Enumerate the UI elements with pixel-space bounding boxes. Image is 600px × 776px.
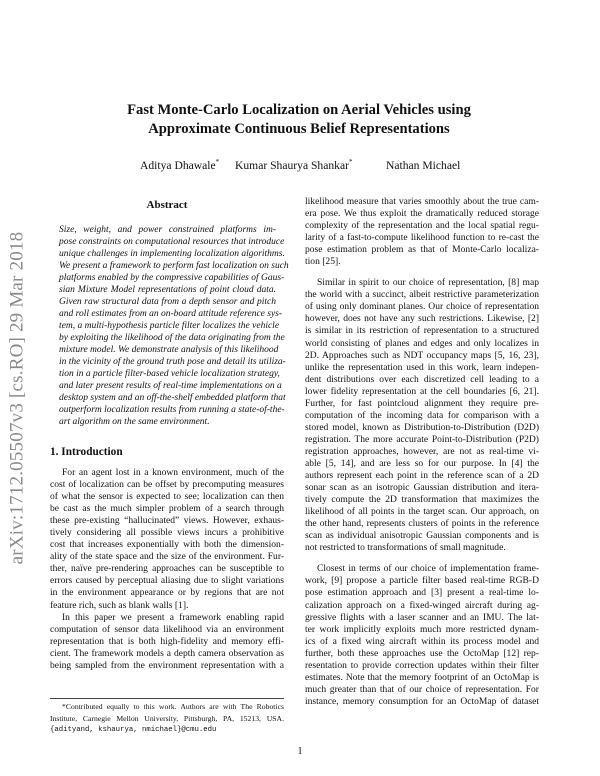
abstract-line: unique challenges in implementing localization algorithms. — [59, 249, 285, 259]
body-line: is similar in its restriction of representation to a structured — [305, 325, 539, 337]
author — [235, 158, 352, 172]
intro-line: errors caused by perceptual aliasing due to slight variations — [50, 575, 284, 587]
body-line: resentation to provide correction updates within their filter — [305, 659, 539, 671]
body-line: 2D. Approaches such as NDT occupancy maps [5, 16, 23], — [305, 349, 539, 361]
abstract-line: Size, weight, and power constrained platforms im- — [59, 225, 276, 235]
abstract-body — [59, 224, 289, 428]
body-line: pose estimation approach and [3] present a real-time lo- — [305, 587, 539, 599]
intro-line: cost that increases exponentially with both the dimension- — [50, 539, 284, 551]
body-line: much greater than that of our choice of representation. For — [305, 683, 539, 695]
introduction-heading: 1. Introduction — [50, 446, 123, 458]
body-line: computation of the incoming data for comparison with a — [305, 409, 539, 421]
body-line: Further, for fast pointcloud alignment they require pre- — [305, 397, 539, 409]
title-line-1: Fast Monte-Carlo Localization on Aerial Vehicles using — [127, 102, 471, 118]
author-list — [0, 158, 600, 174]
body-line: however, does not have any such restrictions. Likewise, [2] — [305, 313, 539, 325]
body-line: stored model, known as Distribution-to-Distribution (D2D) — [305, 421, 539, 433]
abstract-line: pose constraints on computational resources that introduce — [59, 237, 285, 247]
intro-line: cost of localization can be offset by precomputing measures — [50, 479, 284, 491]
footnote-line: Institute, Carnegie Mellon University, Pittsburgh, PA, 15213, USA. — [50, 714, 284, 724]
body-line: estimates. Note that the memory footprint of an OctoMap is — [305, 671, 539, 683]
intro-line: feature rich, such as blank walls [1]. — [50, 599, 189, 611]
abstract-line: desktop system and an off-the-shelf embedded platform that — [59, 393, 286, 403]
body-line: scan as individual anisotropic Gaussian components and is — [305, 530, 539, 542]
paragraph-gap — [305, 268, 539, 277]
intro-line: For an agent lost in a known environment, much of the — [62, 467, 284, 478]
body-line: the other hand, represents clusters of points in the reference — [305, 518, 539, 530]
body-line: tion [25]. — [305, 256, 341, 268]
body-line: work, [9] propose a particle filter based real-time RGB-D — [305, 575, 539, 587]
body-line: larity of a fast-to-compute likelihood function to re-cast the — [305, 232, 539, 244]
arxiv-stamp — [4, 200, 30, 596]
abstract-line: platforms enabled by the compressive capabilities of Gaus- — [59, 273, 285, 283]
body-line: able [5, 14], and are less so for our purpose. In [4] the — [305, 457, 539, 469]
intro-line: ality of the state space and the size of the environment. Fur- — [50, 551, 284, 563]
abstract-line: by exploiting the likelihood of the data originating from the — [59, 333, 285, 343]
author — [386, 158, 460, 172]
body-line: of using only dominant planes. Our choice of representation — [305, 301, 539, 313]
intro-line: In this paper we present a framework enabling rapid — [62, 611, 284, 623]
paragraph-gap — [305, 554, 539, 563]
footnote — [50, 698, 284, 736]
abstract-line: in the vicinity of the ground truth pose and detail its utiliza- — [59, 357, 286, 367]
abstract-line: We present a framework to perform fast localization on such — [59, 261, 289, 271]
body-line: not restricted to transformations of small magnitude. — [305, 542, 506, 554]
abstract-line: outperform localization results from running a state-of-the- — [59, 405, 285, 415]
author-mark: * — [348, 158, 353, 166]
body-line: Similar in spirit to our choice of representation, [8] map — [317, 277, 539, 289]
body-line: world consisting of planes and edges and only localizes in — [305, 337, 539, 349]
body-line: the world with a succinct, albeit restrictive parameterization — [305, 289, 539, 301]
body-line: likelihood measure that varies smoothly about the true cam- — [305, 196, 539, 207]
intro-line: ther, naïve pre-rendering approaches can be susceptible to — [50, 563, 284, 575]
body-line: instance, memory consumption for an OctoMap of dataset — [305, 695, 539, 707]
title-line-2: Approximate Continuous Belief Representations — [148, 121, 450, 137]
abstract-line: mixture model. We demonstrate analysis of this likelihood — [59, 345, 279, 355]
introduction-body — [50, 467, 284, 672]
abstract-line: and roll estimates from an on-board attitude reference sys- — [59, 309, 283, 319]
abstract-line: sian Mixture Model representations of point cloud data. — [59, 285, 276, 295]
body-line: pose estimation problem as that of Monte-Carlo localiza- — [305, 244, 539, 256]
body-line: lower fidelity representation at the cell boundaries [6, 21]. — [305, 385, 539, 397]
page-number: 1 — [297, 746, 303, 757]
author-emails: {adityand, kshaurya, nmichael}@cmu.edu — [50, 726, 217, 735]
abstract-line: and later present results of real-time implementations on a — [59, 381, 282, 391]
body-line: tively compute the 2D transformation that maximizes the — [305, 494, 539, 506]
body-line: registration. The more accurate Point-to-Distribution (P2D) — [305, 433, 539, 445]
author-mark: * — [215, 158, 220, 166]
body-line: calization approach on a fixed-winged aircraft during ag- — [305, 599, 539, 611]
body-line: gressive flights with a laser scanner and an IMU. The lat- — [305, 611, 539, 623]
author-name: Nathan Michael — [386, 158, 461, 172]
abstract-line: art algorithm on the same environment. — [59, 417, 210, 427]
abstract-line: Given raw structural data from a depth sensor and pitch — [59, 297, 276, 307]
intro-line: cient. The framework models a depth camera observation as — [50, 647, 284, 659]
intro-line: tively considering all possible views incurs a prohibitive — [50, 527, 284, 539]
body-line: registration approaches, however, are not as real-time vi- — [305, 445, 539, 457]
body-line: ter work implicitly exploits much more restricted dynam- — [305, 623, 539, 635]
body-line: further, both these approaches use the OctoMap [12] rep- — [305, 647, 539, 659]
body-line: likelihood of all points in the target scan. Our approach, on — [305, 506, 539, 518]
body-line: unlike the representation used in this work, learn indepen- — [305, 361, 539, 373]
body-line: ics of a fixed wing aircraft within its process model and — [305, 635, 539, 647]
body-line: authors represent each point in the reference scan of a 2D — [305, 470, 539, 482]
body-line: era pose. We thus exploit the dramatically reduced storage — [305, 208, 539, 220]
intro-line: these pre-existing “hallucinated” views. However, exhaus- — [50, 515, 284, 527]
intro-line: of what the sensor is expected to see; localization can then — [50, 491, 284, 503]
abstract-line: tem, a multi-hypothesis particle filter localizes the vehicle — [59, 321, 280, 331]
body-line: dent distributions over each discretized cell leading to a — [305, 373, 539, 385]
body-line: sonar scan as an isotropic Gaussian distribution and itera- — [305, 482, 539, 494]
intro-line: computation of sensor data likelihood via an environment — [50, 623, 284, 635]
arxiv-stamp-text: arXiv:1712.05507v3 [cs.RO] 29 Mar 2018 — [6, 231, 28, 565]
author-name: Kumar Shaurya Shankar — [235, 158, 349, 172]
author — [140, 158, 219, 172]
intro-line: in the environment appearance or by regions that are not — [50, 587, 284, 599]
paper-title — [60, 101, 538, 139]
footnote-line: *Contributed equally to this work. Authors are with The Robotics — [62, 702, 284, 711]
body-line: complexity of the representation and the local spatial regu- — [305, 220, 539, 232]
author-name: Aditya Dhawale — [140, 158, 216, 172]
abstract-heading: Abstract — [146, 199, 188, 211]
intro-line: being sampled from the environment representation with a — [50, 659, 284, 671]
intro-line: be cast as the much simpler problem of a search through — [50, 503, 284, 515]
intro-line: representation that is both high-fidelity and memory effi- — [50, 635, 284, 647]
right-column-body — [305, 196, 539, 708]
body-line: Closest in terms of our choice of implementation frame- — [317, 563, 539, 575]
abstract-line: tion in a particle filter-based vehicle localization strategy, — [59, 369, 280, 379]
